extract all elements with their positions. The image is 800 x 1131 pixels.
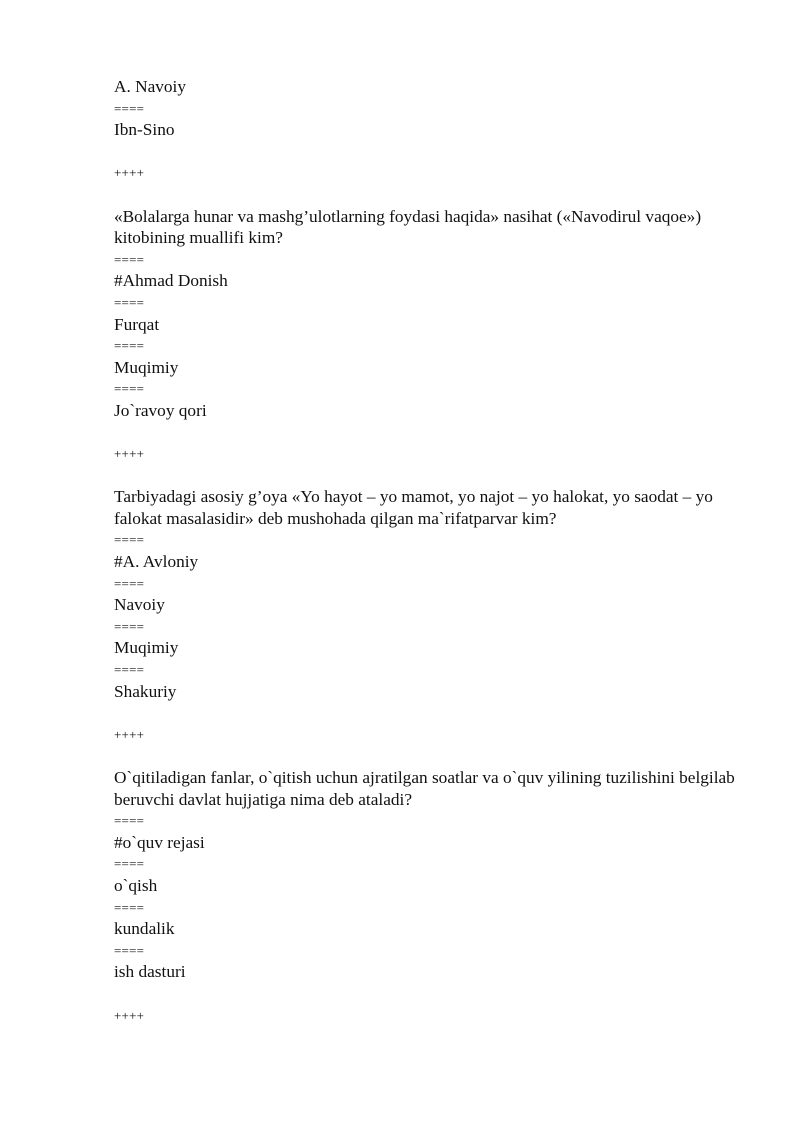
answer-option: Shakuriy [114,681,177,701]
blank-line [114,184,744,206]
answer-option: Navoiy [114,595,165,615]
option-separator: ==== [114,942,145,958]
question-text: Tarbiyadagi asosiy g’oya «Yo hayot – yo mamot, yo najot – yo halokat, yo saodat – yo falokat masalasidir» deb mushohada qilgan ma`rifatparvar kim? [114,487,713,528]
option-separator: ==== [114,575,145,591]
blank-line [114,702,744,724]
answer-option: o`qish [114,875,158,895]
question-separator: ++++ [114,446,145,462]
blank-line [114,465,744,487]
answer-option: Jo`ravoy qori [114,400,207,420]
option-separator: ==== [114,251,145,267]
question-text: «Bolalarga hunar va mashg’ulotlarning foydasi haqida» nasihat («Navodirul vaqoe») kitobining muallifi kim? [114,206,702,248]
option-separator: ==== [114,532,145,548]
answer-option: Ibn-Sino [114,120,175,140]
question-separator: ++++ [114,1007,145,1023]
correct-answer-option: #A. Avloniy [114,552,199,572]
option-separator: ==== [114,618,145,634]
blank-line [114,983,744,1005]
option-separator: ==== [114,100,145,116]
option-separator: ==== [114,856,145,872]
option-separator: ==== [114,381,145,397]
option-separator: ==== [114,294,145,310]
option-separator: ==== [114,662,145,678]
correct-answer-option: #Ahmad Donish [114,271,228,291]
answer-option: ish dasturi [114,962,186,982]
answer-option: A. Navoiy [114,77,186,96]
blank-line [114,745,744,767]
blank-line [114,141,744,163]
blank-line [114,422,744,444]
answer-option: kundalik [114,919,175,939]
question-text: O`qitiladigan fanlar, o`qitish uchun ajratilgan soatlar va o`quv yilining tuzilishini belgilab beruvchi davlat hujjatiga nima deb ataladi? [114,768,735,809]
answer-option: Furqat [114,314,160,334]
answer-option: Muqimiy [114,357,179,377]
option-separator: ==== [114,338,145,354]
correct-answer-option: #o`quv rejasi [114,832,205,852]
answer-option: Muqimiy [114,638,179,658]
option-separator: ==== [114,899,145,915]
question-separator: ++++ [114,165,145,181]
option-separator: ==== [114,813,145,829]
document-body [114,76,744,1026]
question-separator: ++++ [114,726,145,742]
